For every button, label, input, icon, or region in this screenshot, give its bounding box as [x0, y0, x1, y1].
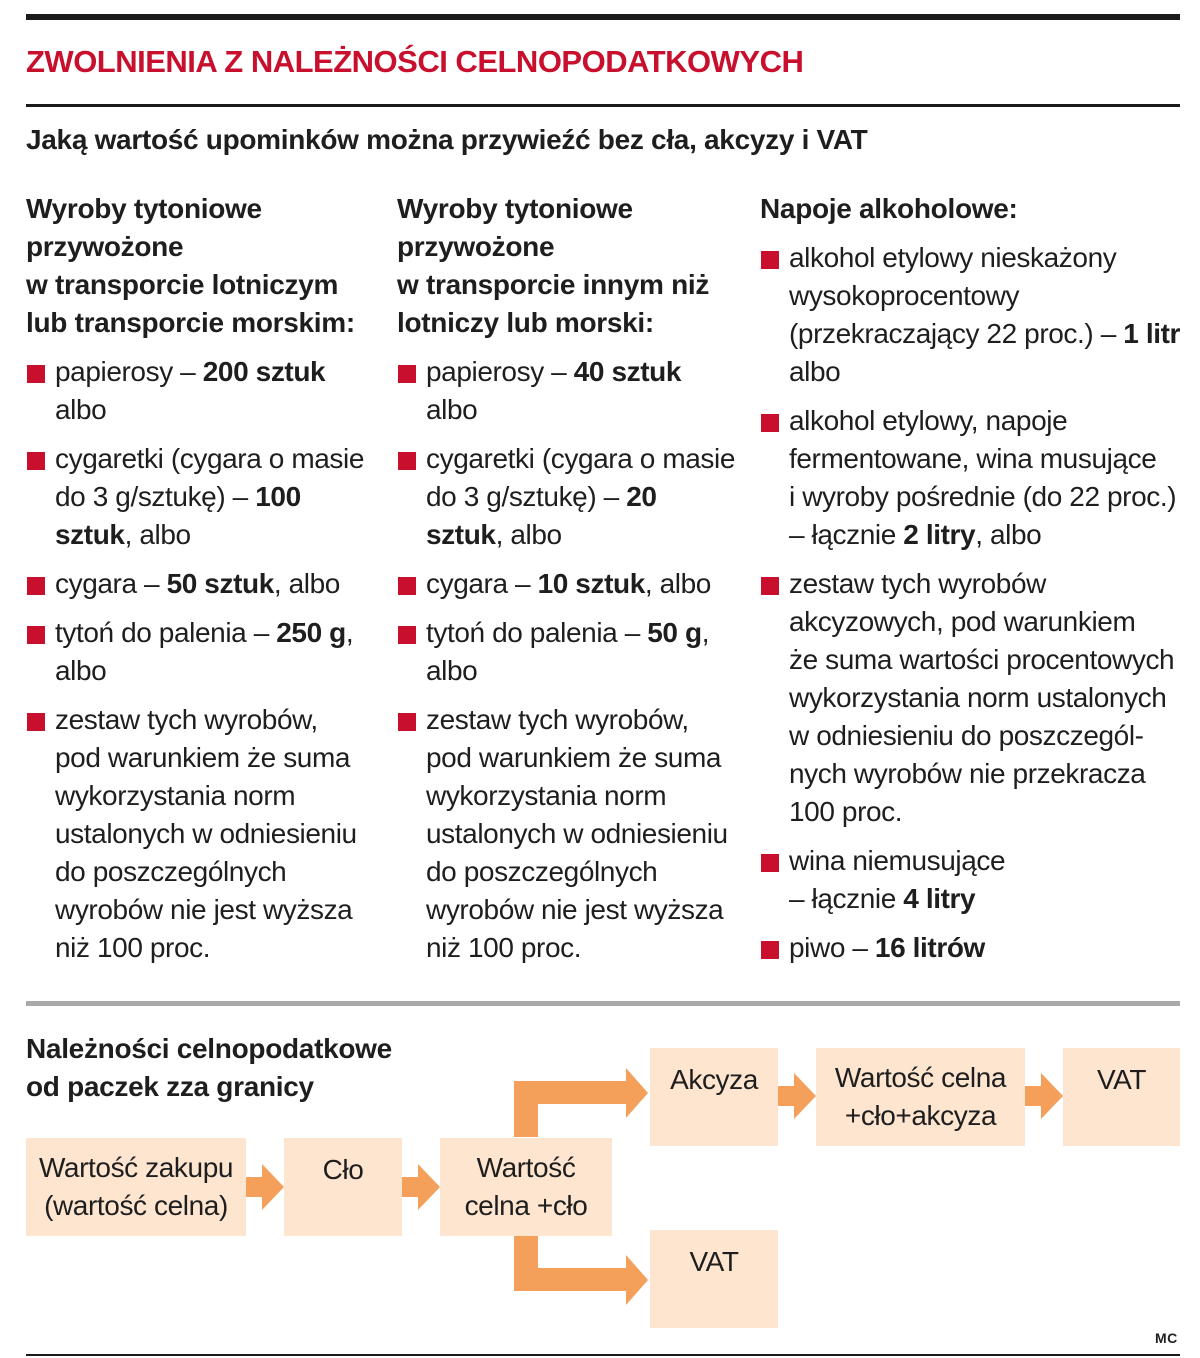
- item-text: zestaw tych wyrobów, pod warunkiem że suma wykorzystania norm ustalonych w odniesieniu do poszczególnych wyrobów nie jest wyższa niż 100 proc.: [55, 704, 357, 963]
- item-text: , albo: [55, 617, 354, 686]
- box-vat: VAT: [650, 1230, 778, 1328]
- column-heading-line: w transporcie lotniczym: [26, 269, 339, 300]
- allowance-amount: 2 litry: [903, 519, 976, 550]
- item-text: wina niemusujące – łącznie: [789, 845, 1006, 914]
- arrow-sum-to-vat: [1025, 1073, 1063, 1119]
- column-heading-line: lotniczy lub morski:: [397, 307, 654, 338]
- author-credit: MC: [1155, 1330, 1178, 1346]
- allowance-amount: 20 sztuk: [426, 481, 657, 550]
- allowance-amount: 10 sztuk: [537, 568, 645, 599]
- arrow-value-to-excise: [514, 1068, 648, 1137]
- column-heading-line: Napoje alkoholowe:: [760, 193, 1018, 224]
- item-text: cygara –: [55, 568, 167, 599]
- column-heading-line: w transporcie innym niż: [397, 269, 710, 300]
- column-heading-line: przywożone: [397, 231, 555, 262]
- item-text: tytoń do palenia –: [55, 617, 277, 648]
- allowance-amount: 200 sztuk: [202, 356, 326, 387]
- allowance-amount: 50 g: [647, 617, 702, 648]
- item-text: zestaw tych wyrobów, pod warunkiem że suma wykorzystania norm ustalonych w odniesieniu do poszczególnych wyrobów nie jest wyższa niż 100 proc.: [426, 704, 728, 963]
- box-vat-final: VAT: [1063, 1048, 1180, 1146]
- allowance-amount: 40 sztuk: [573, 356, 682, 387]
- item-text: cygaretki (cygara o masie do 3 g/sztukę) –: [55, 443, 365, 512]
- item-text: papierosy –: [55, 356, 203, 387]
- item-text: piwo –: [789, 932, 875, 963]
- column-heading-line: lub transporcie morskim:: [26, 307, 355, 338]
- item-text: zestaw tych wyrobów akcyzowych, pod warunkiem że suma wartości procentowych wykorzystania norm ustalonych w odniesieniu do poszczegól- nych wyrobów nie przekracza 100 proc.: [789, 568, 1175, 827]
- allowance-amount: 1 litr: [1123, 318, 1180, 349]
- item-text: albo: [55, 394, 107, 425]
- arrow-excise-to-sum: [778, 1073, 816, 1119]
- allowance-amount: 250 g: [276, 617, 346, 648]
- item-text: albo: [426, 394, 478, 425]
- box-purchase-value: Wartość zakupu (wartość celna): [26, 1138, 246, 1236]
- column-heading-line: przywożone: [26, 231, 184, 262]
- column-heading-line: Wyroby tytoniowe: [26, 193, 262, 224]
- arrow-value-to-vat: [514, 1236, 648, 1305]
- item-text: tytoń do palenia –: [426, 617, 648, 648]
- allowance-amount: 4 litry: [903, 883, 976, 914]
- item-text: alkohol etylowy, napoje fermentowane, wina musujące i wyroby pośrednie (do 22 proc.) – łącznie: [789, 405, 1177, 550]
- arrow-duty-to-value: [402, 1164, 440, 1210]
- allowance-amount: 50 sztuk: [166, 568, 274, 599]
- item-text: , albo: [644, 568, 711, 599]
- item-text: , albo: [975, 519, 1042, 550]
- item-text: albo: [789, 356, 841, 387]
- allowance-amount: 100 sztuk: [55, 481, 301, 550]
- subtitle: Jaką wartość upominków można przywieźć bez cła, akcyzy i VAT: [26, 124, 868, 155]
- allowance-amount: 16 litrów: [874, 932, 985, 963]
- item-text: , albo: [273, 568, 340, 599]
- box-excise: Akcyza: [650, 1048, 778, 1146]
- box-duty: Cło: [284, 1138, 402, 1236]
- box-value-plus-duty: Wartość celna +cło: [440, 1138, 612, 1236]
- item-text: cygaretki (cygara o masie do 3 g/sztukę) –: [426, 443, 736, 512]
- column-heading-line: Wyroby tytoniowe: [397, 193, 633, 224]
- bottom-rule: [26, 1354, 1180, 1356]
- flow-title-line: Należności celnopodatkowe: [26, 1033, 392, 1064]
- item-text: , albo: [124, 519, 191, 550]
- item-text: papierosy –: [426, 356, 574, 387]
- item-text: , albo: [426, 617, 710, 686]
- box-value-duty-excise: Wartość celna +cło+akcyza: [816, 1048, 1025, 1146]
- item-text: , albo: [495, 519, 562, 550]
- arrow-purchase-to-duty: [246, 1164, 284, 1210]
- flow-title-line: od paczek zza granicy: [26, 1071, 314, 1102]
- item-text: cygara –: [426, 568, 538, 599]
- page-title: ZWOLNIENIA Z NALEŻNOŚCI CELNOPODATKOWYCH: [26, 44, 804, 79]
- item-text: alkohol etylowy nieskażony wysokoprocentowy (przekraczający 22 proc.) –: [789, 242, 1124, 349]
